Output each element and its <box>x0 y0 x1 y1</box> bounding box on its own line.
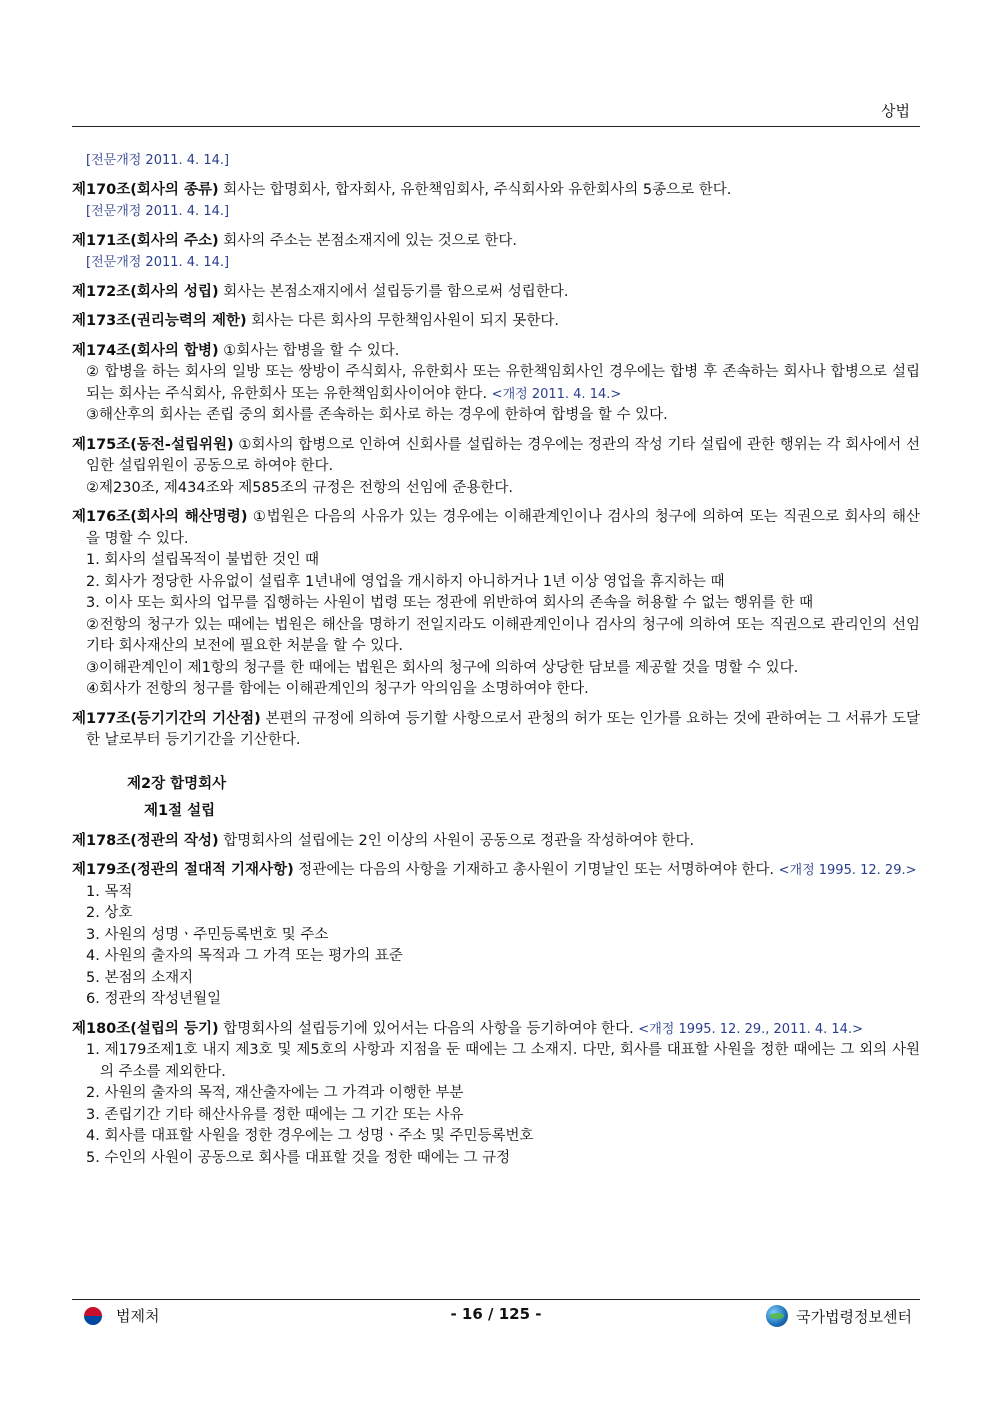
paragraph <box>72 679 920 701</box>
text-run: 2. 사원의 출자의 목적, 재산출자에는 그 가격과 이행한 부분 <box>86 1085 464 1101</box>
page-number: - 16 / 125 - <box>450 1305 542 1323</box>
document-body <box>72 150 920 1169</box>
text-run: 3. 사원의 성명ㆍ주민등록번호 및 주소 <box>86 926 329 943</box>
text-run: [전문개정 2011. 4. 14.] <box>86 153 230 168</box>
article-title: 제175조(동전-설립위원) <box>72 436 234 453</box>
numbered-item <box>72 593 920 615</box>
text-run: 본편의 규정에 의하여 등기할 사항으로서 관청의 허가 또는 인가를 요하는 것에 관하여는 그 서류가 도달한 날로부터 등기기간을 기산한다. <box>86 710 920 748</box>
paragraph <box>72 405 920 427</box>
text-run: ③해산후의 회사는 존립 중의 회사를 존속하는 회사로 하는 경우에 한하여 합병을 할 수 있다. <box>86 407 668 423</box>
paragraph <box>72 478 920 500</box>
text-run: 2. 상호 <box>86 905 133 921</box>
header-rule <box>72 126 920 127</box>
paragraph <box>72 252 920 274</box>
text-run: 회사는 합명회사, 합자회사, 유한책임회사, 주식회사와 유한회사의 5종으로 한다. <box>218 181 732 198</box>
article-title: 제173조(권리능력의 제한) <box>72 313 247 329</box>
amendment-note: <개정 2011. 4. 14.> <box>491 386 622 402</box>
section-heading <box>72 801 920 823</box>
article <box>72 231 920 253</box>
paragraph <box>72 362 920 405</box>
text-run: 합명회사의 설립에는 2인 이상의 사원이 공동으로 정관을 작성하여야 한다. <box>218 832 695 849</box>
paragraph <box>72 150 920 172</box>
footer-rule <box>72 1299 920 1300</box>
text-run: 5. 본점의 소재지 <box>86 969 194 986</box>
article-title: 제172조(회사의 성립) <box>72 283 219 300</box>
article <box>72 311 920 333</box>
article-title: 제171조(회사의 주소) <box>72 232 219 249</box>
text-run: ③이해관계인이 제1항의 청구를 한 때에는 법원은 회사의 청구에 의하여 상당한 담보를 제공할 것을 명할 수 있다. <box>86 659 799 676</box>
amendment-note: <개정 1995. 12. 29.> <box>778 863 917 878</box>
article <box>72 831 920 853</box>
text-run: 회사는 본점소재지에서 설립등기를 함으로써 성립한다. <box>218 283 569 300</box>
text-run: ②제230조, 제434조와 제585조의 규정은 전항의 선임에 준용한다. <box>86 479 514 496</box>
text-run: 제1절 설립 <box>144 803 216 819</box>
numbered-item <box>72 903 920 925</box>
text-run: 3. 존립기간 기타 해산사유를 정한 때에는 그 기간 또는 사유 <box>86 1106 464 1123</box>
text-run: 정관에는 다음의 사항을 기재하고 총사원이 기명날인 또는 서명하여야 한다. <box>293 862 779 878</box>
numbered-item <box>72 572 920 594</box>
numbered-item <box>72 1083 920 1105</box>
numbered-item <box>72 946 920 968</box>
numbered-item <box>72 550 920 572</box>
text-run: ①법원은 다음의 사유가 있는 경우에는 이해관계인이나 검사의 청구에 의하여 또는 직권으로 회사의 해산을 명할 수 있다. <box>86 509 920 547</box>
text-run: 제2장 합명회사 <box>127 775 227 792</box>
text-run: ② 합병을 하는 회사의 일방 또는 쌍방이 주식회사, 유한회사 또는 유한책임회사인 경우에는 합병 후 존속하는 회사나 합병으로 설립되는 회사는 주식회사, 유한회사 또는 유한책임회사이어야 한다. <box>86 364 920 402</box>
text-run: [전문개정 2011. 4. 14.] <box>86 255 230 270</box>
article-title: 제174조(회사의 합병) <box>72 342 219 359</box>
text-run: ②전항의 청구가 있는 때에는 법원은 해산을 명하기 전일지라도 이해관계인이나 검사의 청구에 의하여 또는 직권으로 관리인의 선임 기타 회사재산의 보전에 필요한 처분을 할 수 있다. <box>86 616 920 654</box>
footer-right-label: 국가법령정보센터 <box>796 1307 912 1326</box>
article <box>72 282 920 304</box>
text-run: 4. 사원의 출자의 목적과 그 가격 또는 평가의 표준 <box>86 948 403 964</box>
chapter-heading <box>72 774 920 796</box>
article <box>72 1019 920 1041</box>
text-run: 6. 정관의 작성년월일 <box>86 991 222 1007</box>
article-title: 제179조(정관의 절대적 기재사항) <box>72 862 294 878</box>
text-run: 3. 이사 또는 회사의 업무를 집행하는 사원이 법령 또는 정관에 위반하여 회사의 존속을 허용할 수 없는 행위를 한 때 <box>86 595 814 611</box>
amendment-note: <개정 1995. 12. 29., 2011. 4. 14.> <box>638 1021 863 1037</box>
numbered-item <box>72 968 920 990</box>
numbered-item <box>72 882 920 904</box>
text-run: 회사는 다른 회사의 무한책임사원이 되지 못한다. <box>246 313 560 329</box>
text-run: 5. 수인의 사원이 공동으로 회사를 대표할 것을 정한 때에는 그 규정 <box>86 1149 511 1166</box>
document-category-title: 상법 <box>881 102 910 120</box>
text-run: ④회사가 전항의 청구를 함에는 이해관계인의 청구가 악의임을 소명하여야 한다. <box>86 681 589 697</box>
article <box>72 341 920 363</box>
article <box>72 435 920 478</box>
text-run: 회사의 주소는 본점소재지에 있는 것으로 한다. <box>218 232 518 249</box>
text-run: ①회사의 합병으로 인하여 신회사를 설립하는 경우에는 정관의 작성 기타 설립에 관한 행위는 각 회사에서 선임한 설립위원이 공동으로 하여야 한다. <box>86 436 920 474</box>
article-title: 제176조(회사의 해산명령) <box>72 509 248 525</box>
paragraph <box>72 201 920 223</box>
article <box>72 180 920 202</box>
text-run: 1. 회사의 설립목적이 불법한 것인 때 <box>86 552 319 568</box>
article-title: 제177조(등기기간의 기산점) <box>72 710 261 727</box>
footer-left-label: 법제처 <box>116 1307 160 1325</box>
globe-icon <box>766 1305 788 1327</box>
numbered-item <box>72 1105 920 1127</box>
text-run: 1. 목적 <box>86 883 133 900</box>
text-run: 1. 제179조제1호 내지 제3호 및 제5호의 사항과 지점을 둔 때에는 그 소재지. 다만, 회사를 대표할 사원을 정한 때에는 그 외의 사원의 주소를 제외한다. <box>86 1042 920 1080</box>
text-run: 4. 회사를 대표할 사원을 정한 경우에는 그 성명ㆍ주소 및 주민등록번호 <box>86 1128 534 1144</box>
numbered-item <box>72 1148 920 1170</box>
page-footer <box>72 1305 920 1329</box>
text-run: 2. 회사가 정당한 사유없이 설립후 1년내에 영업을 개시하지 아니하거나 1년 이상 영업을 휴지하는 때 <box>86 573 725 590</box>
numbered-item <box>72 925 920 947</box>
article-title: 제178조(정관의 작성) <box>72 832 219 849</box>
paragraph <box>72 615 920 658</box>
numbered-item <box>72 1040 920 1083</box>
paragraph <box>72 658 920 680</box>
article <box>72 709 920 752</box>
text-run: ①회사는 합병을 할 수 있다. <box>218 342 400 359</box>
numbered-item <box>72 1126 920 1148</box>
numbered-item <box>72 989 920 1011</box>
text-run: [전문개정 2011. 4. 14.] <box>86 204 230 219</box>
article <box>72 507 920 550</box>
article-title: 제170조(회사의 종류) <box>72 181 219 198</box>
article-title: 제180조(설립의 등기) <box>72 1020 219 1037</box>
article <box>72 860 920 882</box>
text-run: 합명회사의 설립등기에 있어서는 다음의 사항을 등기하여야 한다. <box>218 1020 639 1037</box>
